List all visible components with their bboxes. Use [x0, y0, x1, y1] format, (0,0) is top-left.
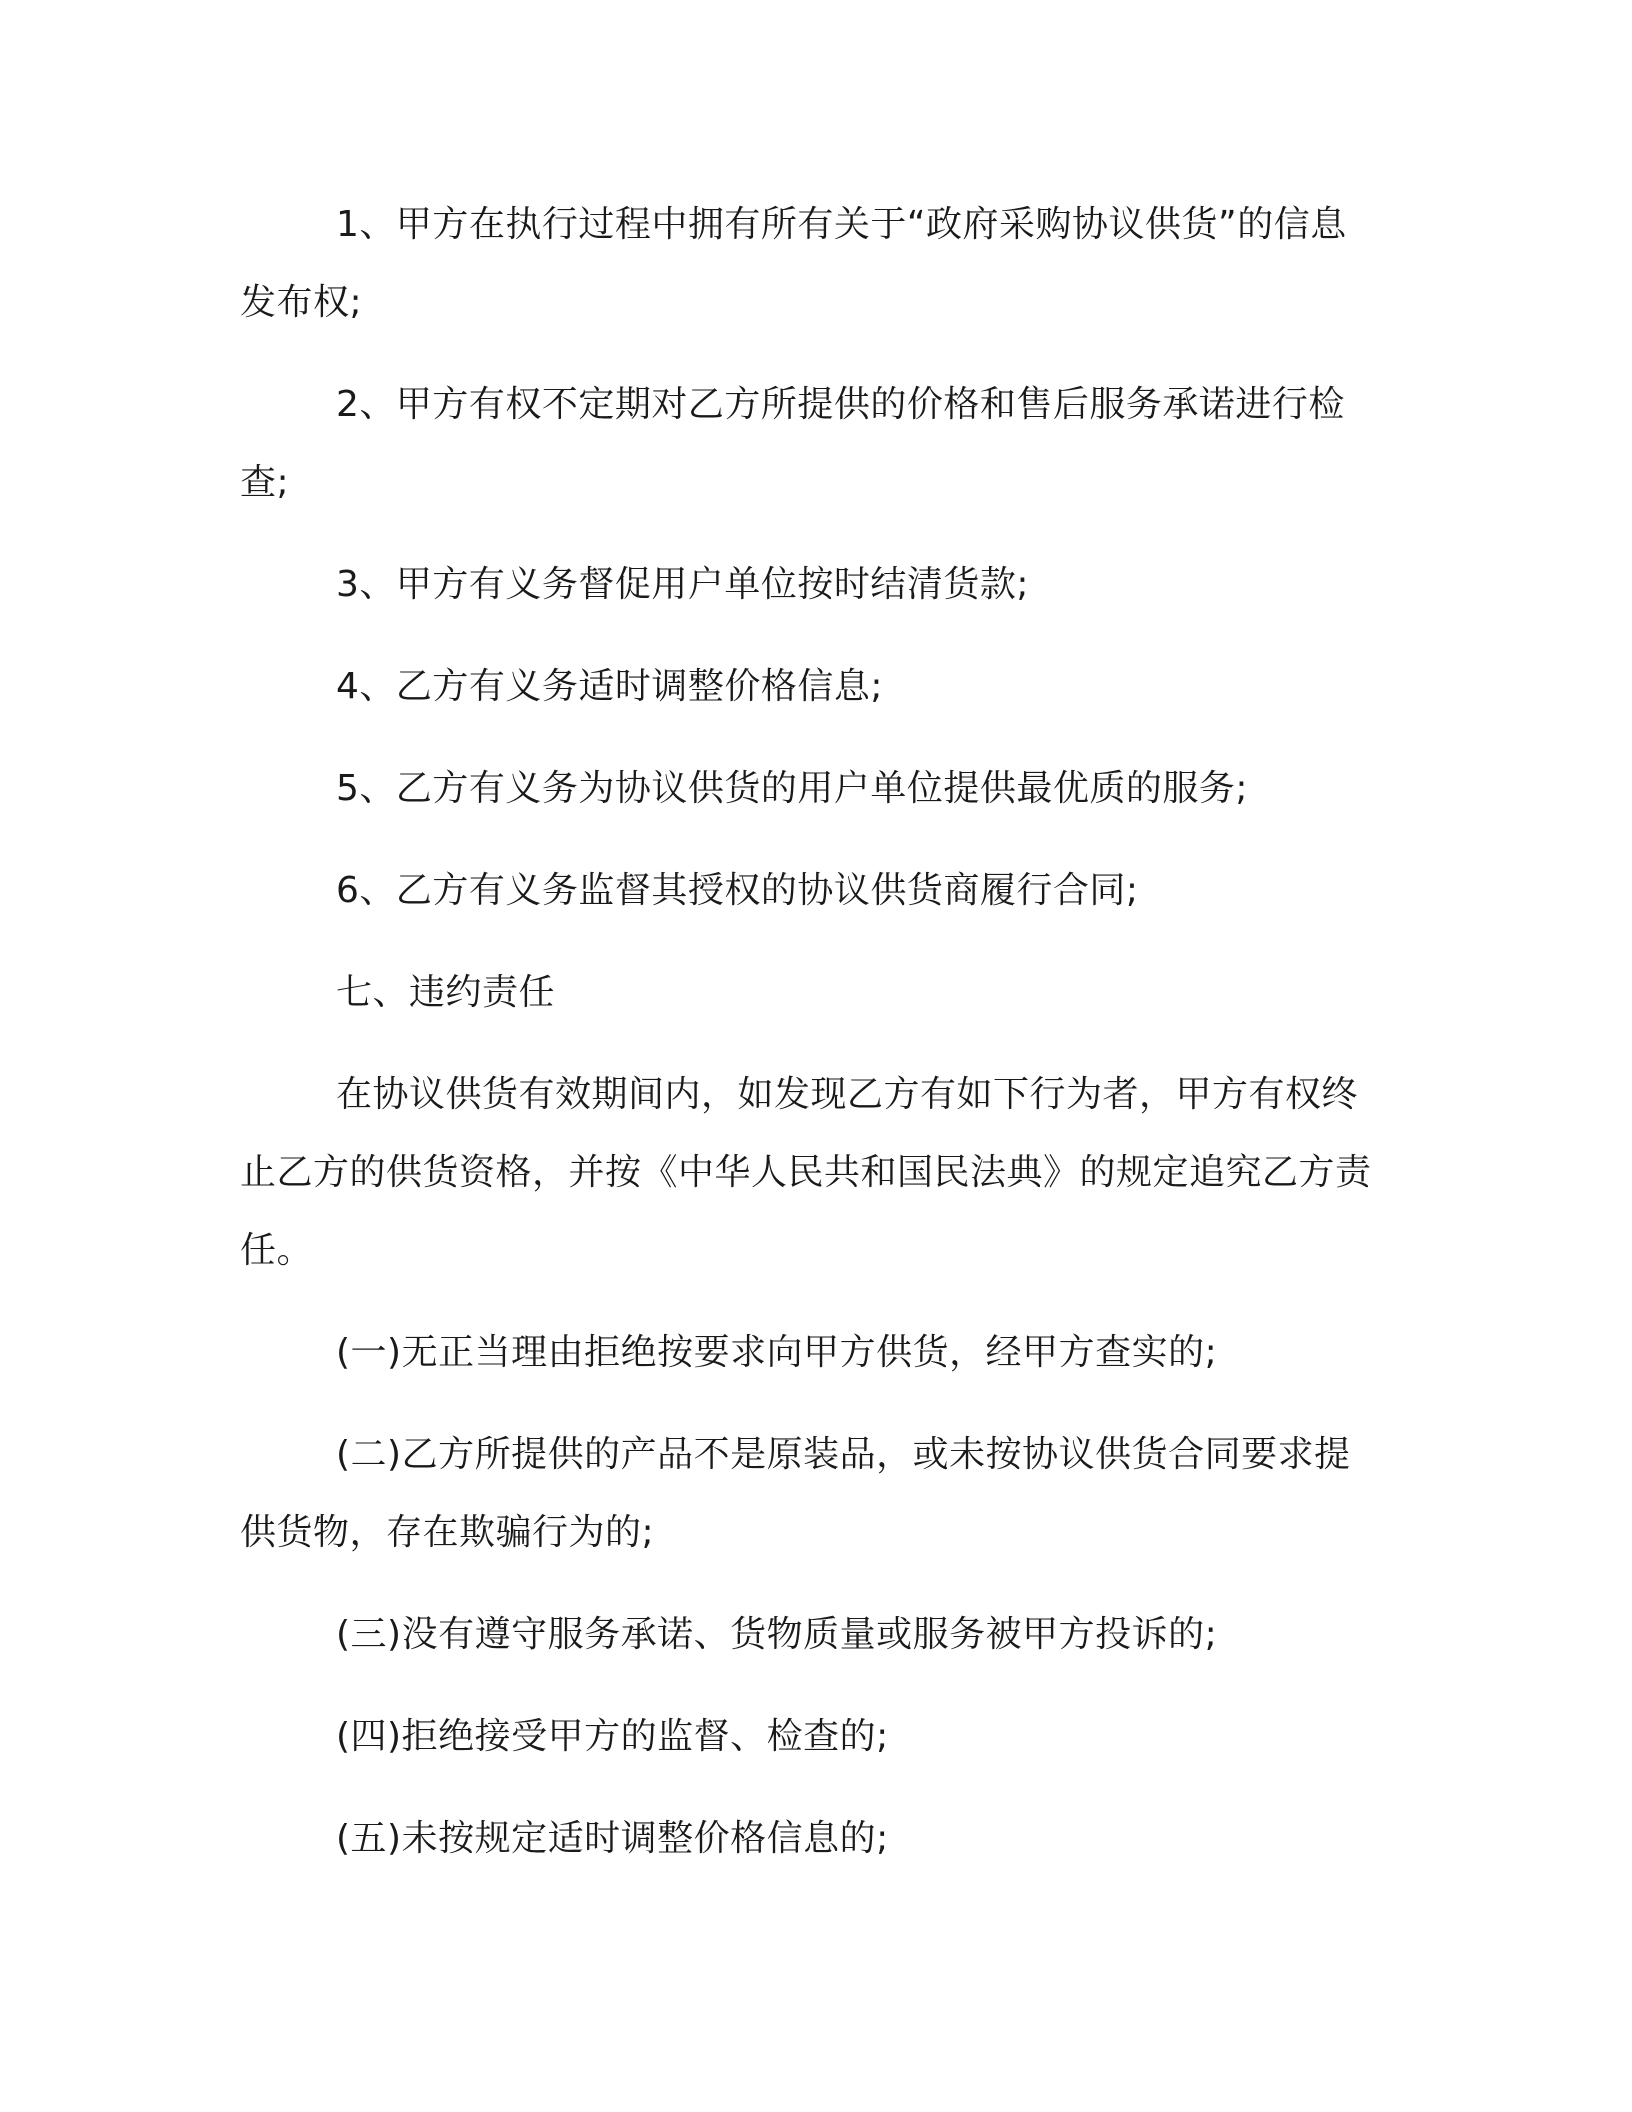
breach-item-1: (一)无正当理由拒绝按要求向甲方供货，经甲方查实的; [336, 1332, 1218, 1373]
paragraph-5: 5、乙方有义务为协议供货的用户单位提供最优质的服务; [336, 768, 1249, 809]
breach-item-3: (三)没有遵守服务承诺、货物质量或服务被甲方投诉的; [336, 1614, 1218, 1655]
paragraph-6: 6、乙方有义务监督其授权的协议供货商履行合同; [336, 870, 1139, 911]
breach-item-4: (四)拒绝接受甲方的监督、检查的; [336, 1716, 889, 1757]
paragraph-2: 2、甲方有权不定期对乙方所提供的价格和售后服务承诺进行检查; [240, 384, 1345, 503]
paragraph-4: 4、乙方有义务适时调整价格信息; [336, 666, 884, 707]
breach-item-5: (五)未按规定适时调整价格信息的; [336, 1818, 889, 1859]
section-heading-breach-liability: 七、违约责任 [336, 972, 556, 1013]
breach-item-2: (二)乙方所提供的产品不是原装品，或未按协议供货合同要求提供货物，存在欺骗行为的; [240, 1434, 1351, 1553]
paragraph-3: 3、甲方有义务督促用户单位按时结清货款; [336, 564, 1030, 605]
document-body [240, 186, 1380, 1878]
paragraph-1: 1、甲方在执行过程中拥有所有关于“政府采购协议供货”的信息发布权; [240, 204, 1347, 323]
paragraph-breach-intro: 在协议供货有效期间内，如发现乙方有如下行为者，甲方有权终止乙方的供货资格，并按《中华人民共和国民法典》的规定追究乙方责任。 [240, 1074, 1372, 1271]
